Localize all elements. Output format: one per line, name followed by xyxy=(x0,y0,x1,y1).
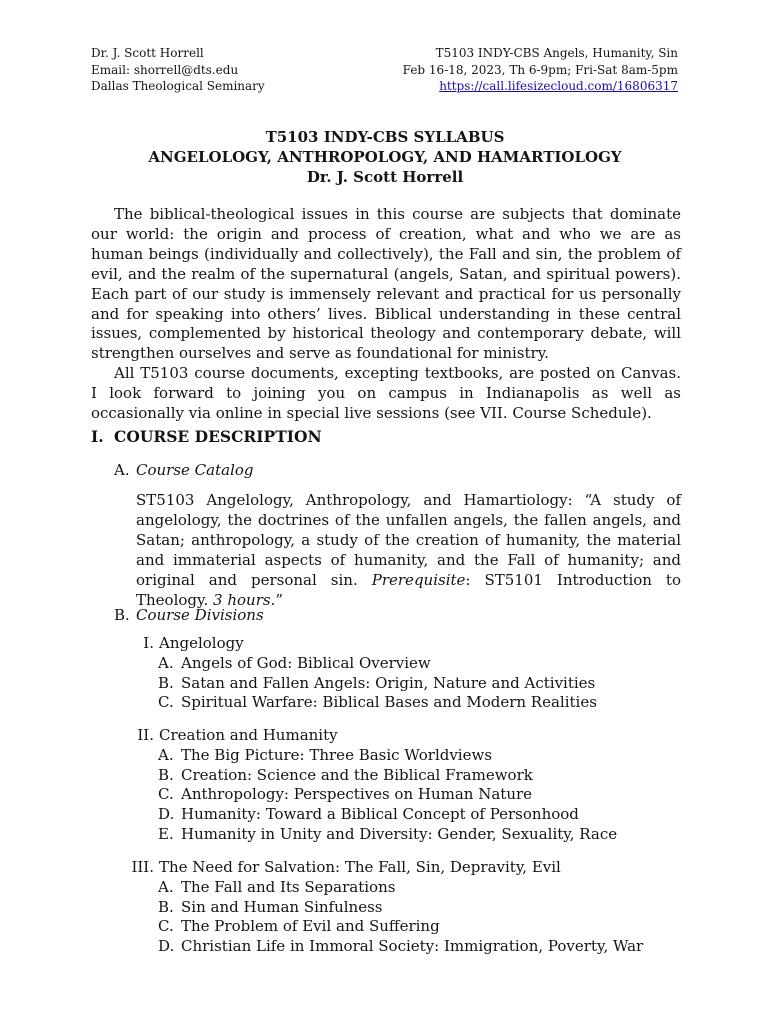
list-item xyxy=(120,898,680,918)
intro-paragraph-1: The biblical-theological issues in this course are subjects that dominate our world: the origin and process of creation, what and who we are as human beings (individually and collectively), the Fall and sin, the problem of evil, and the realm of the supernatural (angels, Satan, and spiritual powers). Each part of our study is immensely relevant and practical for us personally and for speaking into others’ lives. Biblical understanding in these central issues, complemented by historical theology and contemporary debate, will strengthen ourselves and serve as foundational for ministry. xyxy=(91,205,681,363)
title-line-2: ANGELOLOGY, ANTHROPOLOGY, AND HAMARTIOLOGY xyxy=(148,148,622,166)
item-text: Anthropology: Perspectives on Human Nature xyxy=(181,785,533,804)
item-text: Christian Life in Immoral Society: Immigration, Poverty, War xyxy=(181,937,644,956)
item-letter: D. xyxy=(158,805,175,824)
subsection-label: Course Divisions xyxy=(136,606,264,624)
item-letter: C. xyxy=(158,785,174,804)
item-text: Sin and Human Sinfulness xyxy=(181,897,383,916)
credit-hours: 3 hours. xyxy=(213,591,276,609)
subsection-label: Course Catalog xyxy=(136,461,254,479)
subsection-letter: A. xyxy=(114,461,130,479)
division-title: The Need for Salvation: The Fall, Sin, Depravity, Evil xyxy=(159,858,561,876)
subsection-divisions xyxy=(114,605,264,625)
title-line-3: Dr. J. Scott Horrell xyxy=(306,168,464,186)
item-text: Creation: Science and the Biblical Framework xyxy=(181,765,533,784)
division-numeral: II. xyxy=(137,726,154,744)
catalog-text: ST5103 Angelology, Anthropology, and Hamartiology: “A study of angelology, the doctrines of the unfallen angels, the fallen angels, and Satan; anthropology, a study of the creation of humanity, the material and immaterial aspects of humanity, and the Fall of humanity; and original and personal sin. xyxy=(136,491,681,589)
list-item xyxy=(120,746,680,766)
list-item xyxy=(120,654,680,674)
meeting-link[interactable]: https://call.lifesizecloud.com/16806317 xyxy=(439,79,678,93)
division-numeral: I. xyxy=(143,634,154,652)
item-text: Spiritual Warfare: Biblical Bases and Modern Realities xyxy=(181,693,597,712)
list-item xyxy=(120,693,680,713)
division-group-3 xyxy=(120,858,680,957)
item-letter: C. xyxy=(158,693,174,712)
division-heading xyxy=(120,726,680,746)
list-item xyxy=(120,785,680,805)
item-text: Humanity in Unity and Diversity: Gender, Sexuality, Race xyxy=(181,824,618,843)
item-letter: C. xyxy=(158,917,174,936)
institution: Dallas Theological Seminary xyxy=(91,79,265,93)
header-left xyxy=(91,45,265,95)
item-text: The Problem of Evil and Suffering xyxy=(181,917,440,936)
header-right xyxy=(403,45,678,95)
item-letter: A. xyxy=(158,877,174,896)
item-text: The Big Picture: Three Basic Worldviews xyxy=(181,745,493,764)
prerequisite-label: Prerequisite xyxy=(371,571,466,589)
division-heading xyxy=(120,858,680,878)
subsection-catalog xyxy=(114,460,254,480)
item-letter: B. xyxy=(158,673,174,692)
list-item xyxy=(120,825,680,845)
item-text: The Fall and Its Separations xyxy=(181,877,396,896)
list-item xyxy=(120,674,680,694)
author-name: Dr. J. Scott Horrell xyxy=(91,46,204,60)
item-letter: D. xyxy=(158,937,175,956)
list-item xyxy=(120,766,680,786)
item-letter: A. xyxy=(158,745,174,764)
item-text: Humanity: Toward a Biblical Concept of Personhood xyxy=(181,805,579,824)
list-item xyxy=(120,805,680,825)
division-title: Angelology xyxy=(159,634,244,652)
item-letter: B. xyxy=(158,765,174,784)
page-title xyxy=(0,127,770,187)
division-heading xyxy=(120,634,680,654)
course-dates: Feb 16-18, 2023, Th 6-9pm; Fri-Sat 8am-5pm xyxy=(402,62,678,77)
close-quote: ” xyxy=(275,591,284,609)
prerequisite-text: : ST5101 Introduction to Theology. xyxy=(136,571,681,609)
item-letter: E. xyxy=(158,824,174,843)
item-letter: B. xyxy=(158,897,174,916)
author-email: Email: shorrell@dts.edu xyxy=(91,62,239,77)
list-item xyxy=(120,878,680,898)
intro-section xyxy=(91,205,681,424)
item-text: Satan and Fallen Angels: Origin, Nature and Activities xyxy=(181,673,596,692)
section-heading xyxy=(91,427,322,447)
intro-paragraph-2: All T5103 course documents, excepting textbooks, are posted on Canvas. I look forward to joining you on campus in Indianapolis as well as occasionally via online in special live sessions (see VII. Course Schedule). xyxy=(91,364,681,423)
course-code: T5103 INDY-CBS Angels, Humanity, Sin xyxy=(435,46,678,60)
subsection-letter: B. xyxy=(114,606,130,624)
section-number: I. xyxy=(91,427,104,446)
title-line-1: T5103 INDY-CBS SYLLABUS xyxy=(265,128,505,146)
division-group-1 xyxy=(120,634,680,713)
list-item xyxy=(120,937,680,957)
division-numeral: III. xyxy=(131,858,154,876)
division-title: Creation and Humanity xyxy=(159,726,338,744)
item-letter: A. xyxy=(158,653,174,672)
division-group-2 xyxy=(120,726,680,845)
catalog-description xyxy=(136,490,681,610)
list-item xyxy=(120,917,680,937)
section-title: COURSE DESCRIPTION xyxy=(114,427,322,446)
item-text: Angels of God: Biblical Overview xyxy=(181,653,431,672)
